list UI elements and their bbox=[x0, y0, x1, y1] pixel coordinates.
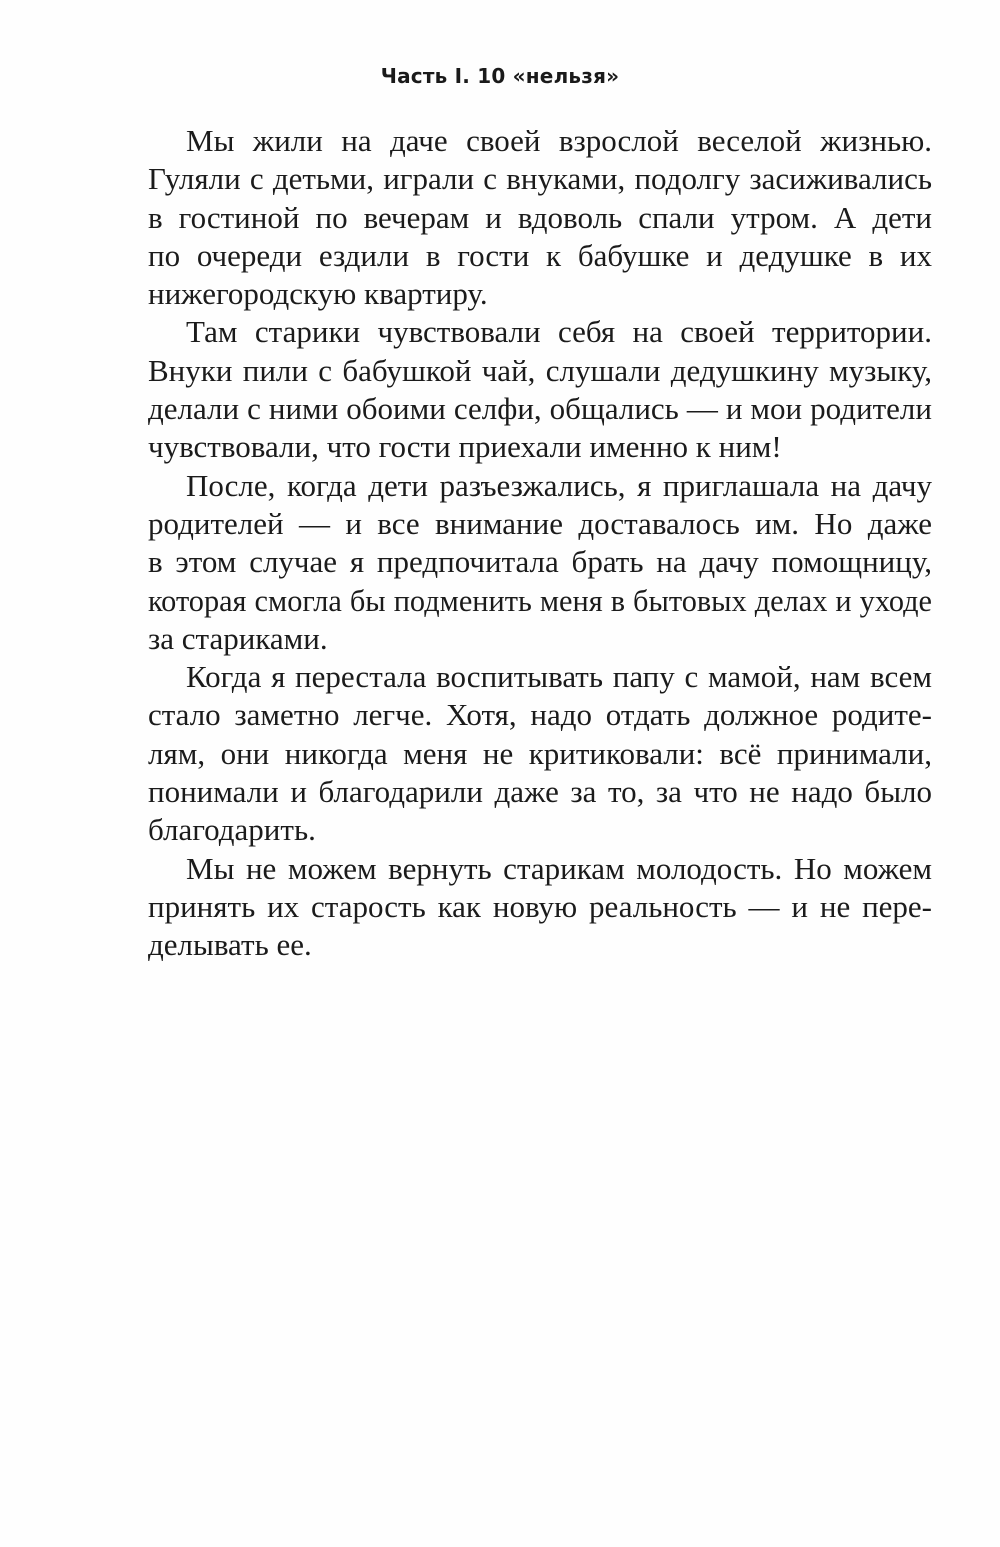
text-line: принять их старость как новую реальность — и не пере- bbox=[148, 888, 932, 924]
paragraph bbox=[148, 122, 932, 313]
text-line: по очереди ездили в гости к бабушке и дедушке в их bbox=[148, 237, 932, 273]
text-line: Мы не можем вернуть старикам молодость. Но можем bbox=[186, 850, 932, 886]
text-line: Когда я перестала воспитывать папу с мамой, нам всем bbox=[186, 659, 932, 695]
text-line: делывать ее. bbox=[148, 927, 312, 963]
text-line: нижегородскую квартиру. bbox=[148, 276, 488, 312]
text-line: Гуляли с детьми, играли с внуками, подолгу засиживались bbox=[148, 161, 932, 197]
text-line: После, когда дети разъезжались, я приглашала на дачу bbox=[186, 467, 932, 503]
text-line: стало заметно легче. Хотя, надо отдать должное родите- bbox=[148, 697, 932, 733]
text-line: в гостиной по вечерам и вдоволь спали утром. А дети bbox=[148, 199, 932, 235]
text-line: благодарить. bbox=[148, 812, 316, 848]
text-line: которая смогла бы подменить меня в бытовых делах и уходе bbox=[148, 583, 932, 618]
text-line: за стариками. bbox=[148, 620, 328, 656]
text-line: понимали и благодарили даже за то, за что не надо было bbox=[148, 774, 932, 810]
text-line: лям, они никогда меня не критиковали: всё принимали, bbox=[148, 735, 932, 771]
paragraph bbox=[148, 850, 932, 965]
running-head: Часть I. 10 «нельзя» bbox=[380, 64, 620, 88]
text-line: Мы жили на даче своей взрослой веселой жизнью. bbox=[186, 123, 932, 158]
text-line: родителей — и все внимание доставалось им. Но даже bbox=[148, 505, 932, 541]
text-line: делали с ними обоими селфи, общались — и мои родители bbox=[148, 391, 932, 427]
paragraph bbox=[148, 467, 932, 658]
text-line: Там старики чувствовали себя на своей территории. bbox=[186, 314, 932, 350]
paragraph bbox=[148, 313, 932, 466]
text-line: в этом случае я предпочитала брать на дачу помощницу, bbox=[148, 544, 932, 580]
body-text bbox=[148, 122, 932, 965]
paragraph bbox=[148, 658, 932, 849]
text-line: Внуки пили с бабушкой чай, слушали дедушкину музыку, bbox=[148, 352, 932, 388]
text-line: чувствовали, что гости приехали именно к ним! bbox=[148, 429, 782, 465]
